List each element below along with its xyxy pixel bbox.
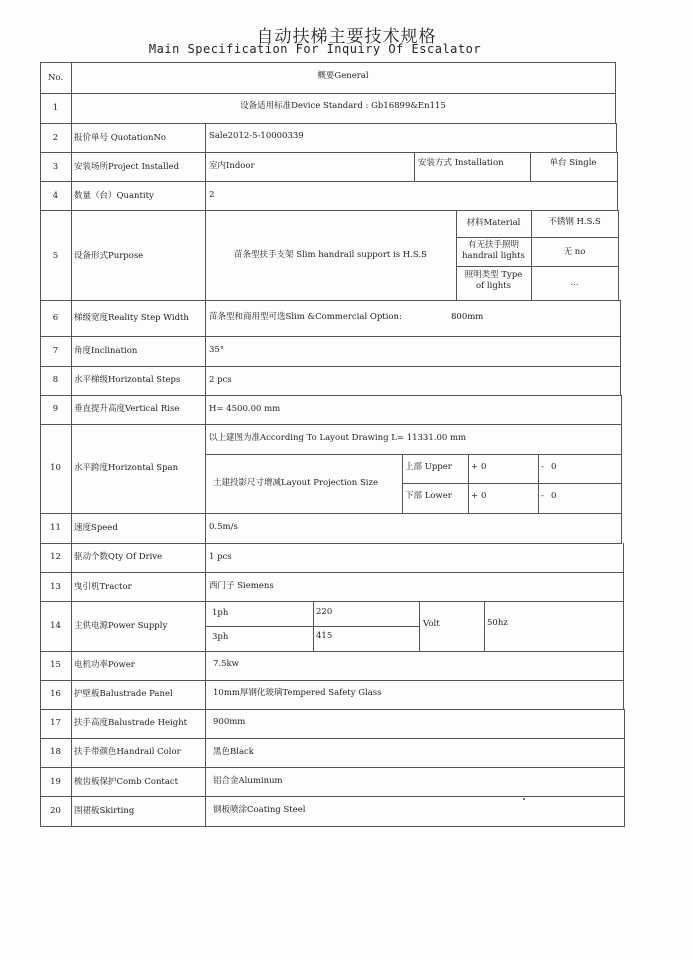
row-label: 电机功率Power [74,660,135,670]
row-number: 6 [52,313,59,323]
quotation-number: Sale2012-5-10000339 [209,131,304,141]
upper-plus-value: 0 [481,462,487,472]
table-line [402,454,403,513]
table-line [621,395,622,543]
row-label: 梳齿板保护Comb Contact [74,777,179,787]
handrail-lights-value: 无 no [563,247,586,257]
row-number: 19 [50,777,61,787]
table-line [40,336,620,337]
table-line [456,266,619,267]
volt-unit: Volt [423,619,440,629]
quantity-value: 2 [209,190,215,200]
row-label: 梯级宽度Reality Step Width [74,313,189,323]
table-line [419,601,420,651]
projection-size-label: 土建投影尺寸增减Layout Projection Size [213,478,379,488]
three-phase-label: 3ph [212,632,229,642]
upper-minus-sign: - [541,462,544,472]
lower-plus-sign: + [471,491,479,501]
light-type-label: 照明类型 Type [464,270,523,280]
table-line [40,513,622,514]
single-phase-voltage: 220 [316,607,333,617]
scan-speck [523,798,525,800]
table-line [414,152,415,181]
single-phase-label: 1ph [212,608,229,618]
row-label: 速度Speed [74,523,118,533]
lower-minus-sign: - [541,491,544,501]
row-label: 围裙板Skirting [74,806,135,816]
row-number: 2 [52,133,59,143]
table-line [616,123,617,152]
table-line [40,93,615,94]
table-line [40,424,621,425]
table-line [615,62,616,123]
document-title-en: Main Specification For Inquiry Of Escalator [148,42,482,56]
row-label: 护壁板Balustrade Panel [74,689,173,699]
row-number: 10 [50,463,61,473]
material-value: 不锈钢 H.S.S [548,217,601,227]
row-label: 主供电源Power Supply [74,621,168,631]
lower-plus-value: 0 [481,491,487,501]
row-number: 20 [50,806,61,816]
balustrade-height-value: 900mm [213,717,246,727]
material-label: 材料Material [466,218,521,228]
light-type-label: of lights [475,281,512,291]
row-number: 8 [52,375,59,385]
row-number: 1 [52,103,59,113]
table-line [624,709,625,826]
table-line [40,62,615,63]
row-label: 曳引机Tractor [74,582,132,592]
light-type-value: ... [570,278,579,288]
row-label: 扶手高度Balustrade Height [74,718,188,728]
upper-plus-sign: + [471,462,479,472]
table-line [40,601,623,602]
row-label: 驱动个数Qty Of Drive [74,552,163,562]
row-label: 数量（台）Quantity [74,191,154,201]
table-line [468,454,469,513]
step-width-option: 苗条型和商用型可选Slim &Commercial Option: [209,312,402,322]
table-line [71,62,72,826]
table-line [40,738,624,739]
power-value: 7.5kw [213,659,239,669]
lower-minus-value: 0 [551,491,557,501]
table-line [40,123,616,124]
table-line [40,543,622,544]
table-line [40,709,624,710]
row-number: 3 [52,162,59,172]
device-standard: 设备适用标准Device Standard : Gb16899&En115 [240,101,446,111]
speed-value: 0.5m/s [209,522,238,532]
qty-drive-value: 1 pcs [209,552,232,562]
row-label: 设备形式Purpose [74,251,144,261]
row-label: 报价单号 QuotationNo [74,133,167,143]
table-line [538,454,539,513]
vertical-rise-value: H= 4500.00 mm [209,404,281,414]
table-line [620,300,621,395]
comb-contact-value: 铝合金Aluminum [213,776,283,786]
table-line [40,651,623,652]
row-number: 7 [52,346,59,356]
row-number: 16 [50,689,61,699]
table-line [40,767,624,768]
table-line [618,210,619,300]
table-line [456,237,618,238]
horizontal-steps-value: 2 pcs [209,375,232,385]
table-line [40,395,621,396]
inclination-value: 35° [209,345,225,355]
skirting-value: 钢板喷涂Coating Steel [213,805,306,815]
table-line [40,300,620,301]
row-number: 17 [50,718,61,728]
row-label: 安装场所Project Installed [74,162,180,172]
project-installed: 室内Indoor [209,161,255,171]
table-line [40,796,624,797]
row-label: 角度Inclination [74,346,138,356]
row-number: 5 [52,251,59,261]
installation-label: 安装方式 Installation [418,158,504,168]
header-general: 概要General [317,71,369,81]
table-line [623,543,624,709]
row-number: 9 [52,404,59,414]
layout-drawing-length: 以上建图为准According To Layout Drawing L= 11331.00 mm [209,433,467,443]
frequency-value: 50hz [487,618,508,628]
table-line [617,152,618,210]
table-line [205,454,621,455]
row-number: 13 [50,582,61,592]
table-line [205,626,419,627]
header-no: No. [47,73,64,83]
row-label: 扶手带颜色Handrail Color [74,747,181,757]
row-number: 18 [50,747,61,757]
table-line [40,181,618,182]
table-line [40,826,625,827]
handrail-lights-label: 有无扶手照明 [467,240,519,250]
row-label: 水平梯级Horizontal Steps [74,375,181,385]
row-number: 11 [50,523,61,533]
table-line [205,123,206,826]
table-line [40,62,41,826]
row-label: 垂直提升高度Vertical Rise [74,404,180,414]
row-label: 水平跨度Horizontal Span [74,463,179,473]
upper-minus-value: 0 [551,462,557,472]
handrail-color-value: 黑色Black [213,747,254,757]
table-line [313,601,314,651]
three-phase-voltage: 415 [316,631,333,641]
installation-value: 单台 Single [549,158,597,168]
purpose-value: 苗条型扶手支架 Slim handrail support is H.S.S [234,250,427,260]
table-line [484,601,485,651]
table-line [40,366,620,367]
upper-label: 上部 Upper [405,462,452,472]
document-title-cn: 自动扶梯主要技术规格 [256,27,437,47]
row-number: 15 [50,660,61,670]
tractor-value: 西门子 Siemens [209,581,274,591]
row-number: 12 [50,552,61,562]
table-line [40,572,623,573]
row-number: 4 [52,191,59,201]
step-width-value: 800mm [451,312,484,322]
lower-label: 下部 Lower [405,491,452,501]
table-line [40,680,623,681]
table-line [402,483,621,484]
balustrade-panel-value: 10mm厚钢化玻璃Tempered Safety Glass [213,688,382,698]
row-number: 14 [50,621,61,631]
handrail-lights-label: handrail lights [462,251,525,261]
